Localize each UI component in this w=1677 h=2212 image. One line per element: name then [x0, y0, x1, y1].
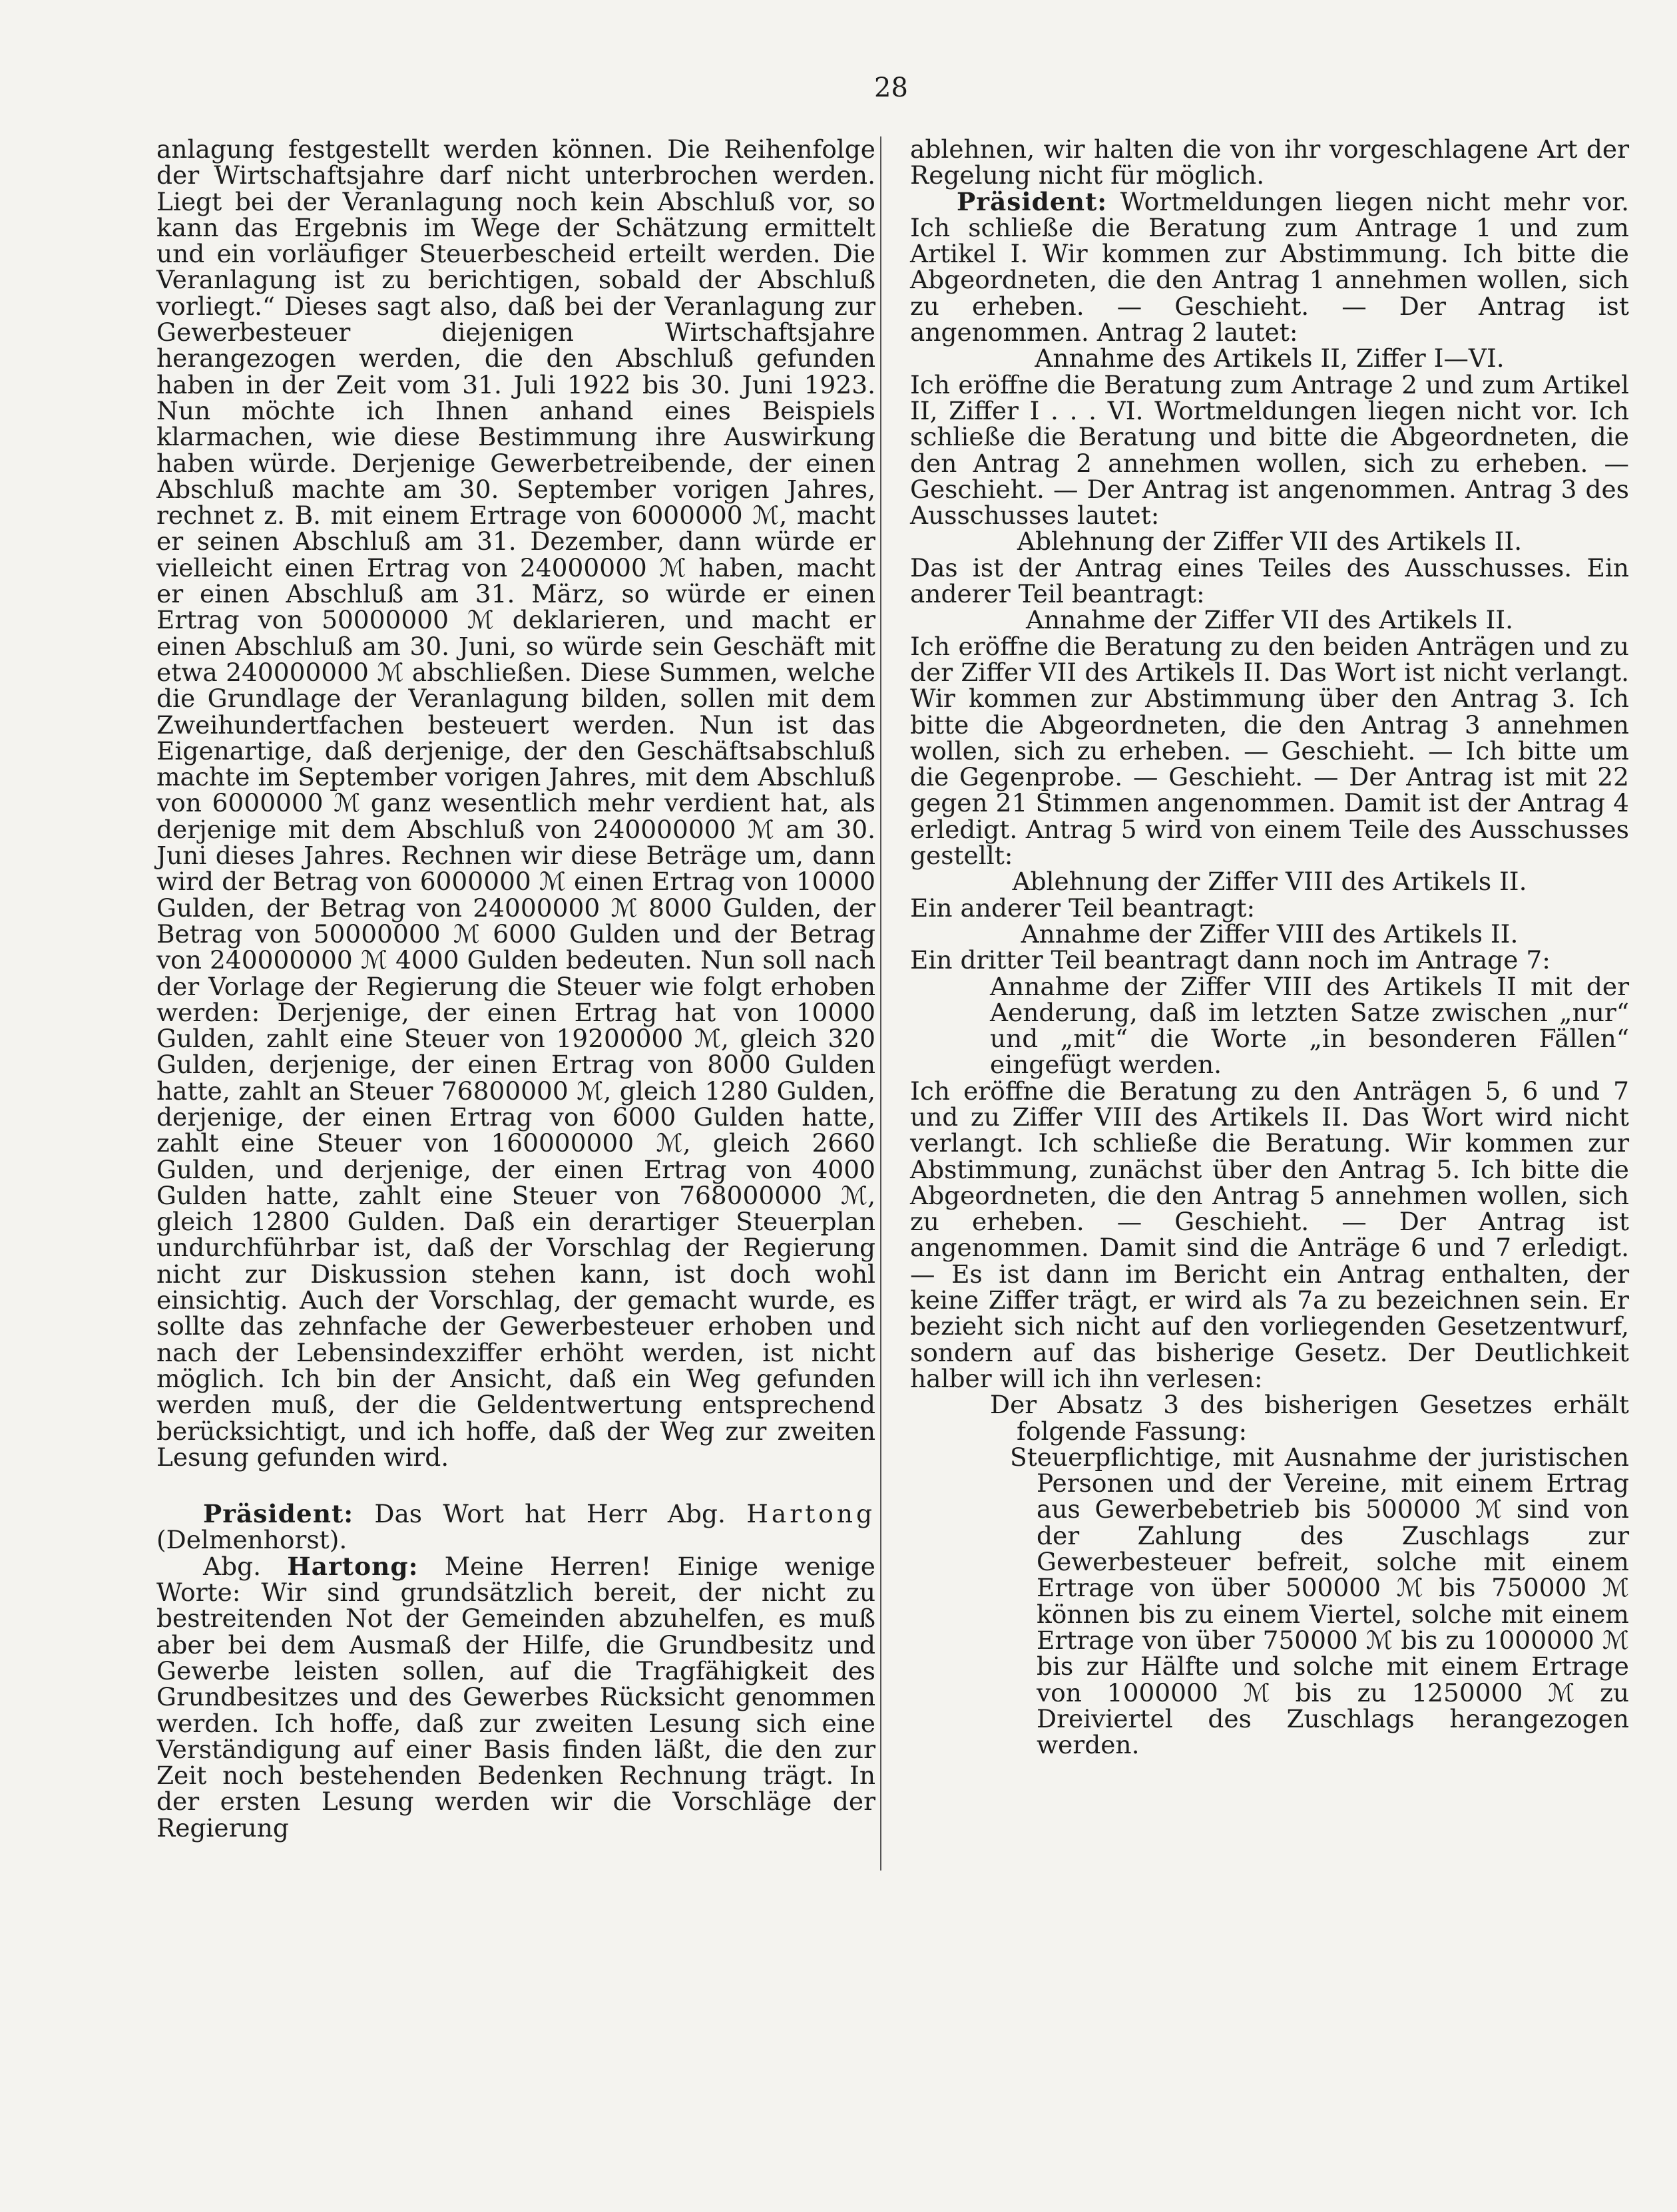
law-quote: Der Absatz 3 des bisherigen Gesetzes erhält folgende Fassung:: [990, 1390, 1629, 1446]
page-number: 28: [874, 73, 908, 103]
speaker-label: Präsident:: [203, 1499, 354, 1529]
paragraph: Ein anderer Teil beantragt:: [910, 893, 1256, 923]
left-column: [156, 136, 875, 1841]
paragraph: [156, 1551, 875, 1843]
paragraph: [910, 186, 1630, 347]
speaker-name: Hartong: [746, 1499, 875, 1529]
speaker-label: Präsident:: [957, 186, 1108, 216]
column-divider: [880, 136, 881, 1871]
paragraph: Ich eröffne die Beratung zu den Anträgen 5, 6 und 7 und zu Ziffer VIII des Artikels II. Das Wort wird nicht verlangt. Ich schließe die Beratung. Wir kommen zur Abstimmung, zunächst über den Antrag 5. Ich bitte die Abgeordneten, die den Antrag 5 annehmen wollen, sich zu erheben. — Geschieht. — Der Antrag ist angenommen. Damit sind die Anträge 6 und 7 erledigt. — Es ist dann im Bericht ein Antrag enthalten, der keine Ziffer trägt, er wird als 7a zu bezeichnen sein. Er bezieht sich nicht auf den vorliegenden Gesetzentwurf, sondern auf das bisherige Gesetz. Der Deutlichkeit halber will ich ihn verlesen:: [910, 1076, 1629, 1393]
paragraph: Ich eröffne die Beratung zum Antrage 2 und zum Artikel II, Ziffer I . . . VI. Wortmeldungen liegen nicht vor. Ich schließe die Beratung und bitte die Abgeordneten, die den Antrag 2 annehmen wollen, sich zu erheben. — Geschieht. — Der Antrag ist angenommen. Antrag 3 des Ausschusses lautet:: [910, 369, 1629, 531]
motion-quote: Annahme der Ziffer VII des Artikels II.: [1025, 605, 1514, 635]
paragraph: ablehnen, wir halten die von ihr vorgeschlagene Art der Regelung nicht für möglich.: [910, 134, 1629, 190]
speech-text: Meine Herren! Einige wenige Worte: Wir sind grundsätzlich bereit, der nicht zu bestreitenden Not der Gemeinden abzuhelfen, es muß aber bei dem Ausmaß der Hilfe, die Grundbesitz und Gewerbe leisten sollen, auf die Tragfähigkeit des Grundbesitzes und des Gewerbes Rücksicht genommen werden. Ich hoffe, daß zur zweiten Lesung sich eine Verständigung auf einer Basis finden läßt, die den zur Zeit noch bestehenden Bedenken Rechnung trägt. In der ersten Lesung werden wir die Vorschläge der Regierung: [156, 1551, 875, 1843]
motion-quote: Annahme des Artikels II, Ziffer I—VI.: [1035, 343, 1505, 373]
speaker-label: Hartong:: [287, 1551, 419, 1581]
motion-quote: Annahme der Ziffer VIII des Artikels II.: [1021, 919, 1519, 949]
speech-text: Das Wort hat Herr Abg.: [374, 1499, 726, 1529]
speech-text: Wortmeldungen liegen nicht mehr vor. Ich schließe die Beratung zum Antrage 1 und zum Artikel I. Wir kommen zur Abstimmung. Ich bitte die Abgeordneten, die den Antrag 1 annehmen wollen, sich zu erheben. — Geschieht. — Der Antrag ist angenommen. Antrag 2 lautet:: [910, 186, 1630, 347]
paragraph: Ein dritter Teil beantragt dann noch im Antrage 7:: [910, 945, 1551, 975]
law-quote: Steuerpflichtige, mit Ausnahme der juristischen Personen und der Vereine, mit einem Ertrag aus Gewerbebetrieb bis 500000 ℳ sind von der Zahlung des Zuschlags zur Gewerbesteuer befreit, solche mit einem Ertrage von über 500000 ℳ bis 750000 ℳ können bis zu einem Viertel, solche mit einem Ertrage von über 750000 ℳ bis zu 1000000 ℳ bis zur Hälfte und solche mit einem Ertrage von 1000000 ℳ bis zu 1250000 ℳ zu Dreiviertel des Zuschlags herangezogen werden.: [1010, 1442, 1629, 1760]
speech-text: Abg.: [203, 1551, 262, 1581]
paragraph: Ich eröffne die Beratung zu den beiden Anträgen und zu der Ziffer VII des Artikels II. Das Wort ist nicht verlangt. Wir kommen zur Abstimmung über den Antrag 3. Ich bitte die Abgeordneten, die den Antrag 3 annehmen wollen, sich zu erheben. — Geschieht. — Ich bitte um die Gegenprobe. — Geschieht. — Der Antrag ist mit 22 gegen 21 Stimmen angenommen. Damit ist der Antrag 4 erledigt. Antrag 5 wird von einem Teile des Ausschusses gestellt:: [910, 631, 1629, 871]
paragraph: Das ist der Antrag eines Teiles des Ausschusses. Ein anderer Teil beantragt:: [910, 553, 1629, 609]
motion-quote: Annahme der Ziffer VIII des Artikels II mit der Aenderung, daß im letzten Satze zwischen „nur“ und „mit“ die Worte „in besonderen Fällen“ eingefügt werden.: [990, 971, 1629, 1080]
speech-text: (Delmenhorst).: [156, 1525, 348, 1555]
motion-quote: Ablehnung der Ziffer VII des Artikels II.: [1017, 527, 1523, 556]
motion-quote: Ablehnung der Ziffer VIII des Artikels II.: [1012, 867, 1527, 897]
paragraph: [156, 1501, 875, 1554]
paragraph: anlagung festgestellt werden können. Die Reihenfolge der Wirtschaftsjahre darf nicht unterbrochen werden. Liegt bei der Veranlagung noch kein Abschluß vor, so kann das Ergebnis im Wege der Schätzung ermittelt und ein vorläufiger Steuerbescheid erteilt werden. Die Veranlagung ist zu berichtigen, sobald der Abschluß vorliegt.“ Dieses sagt also, daß bei der Veranlagung zur Gewerbesteuer diejenigen Wirtschaftsjahre herangezogen werden, die den Abschluß gefunden haben in der Zeit vom 31. Juli 1922 bis 30. Juni 1923. Nun möchte ich Ihnen anhand eines Beispiels klarmachen, wie diese Bestimmung ihre Auswirkung haben würde. Derjenige Gewerbetreibende, der einen Abschluß machte am 30. September vorigen Jahres, rechnet z. B. mit einem Ertrage von 6000000 ℳ, macht er seinen Abschluß am 31. Dezember, dann würde er vielleicht einen Ertrag von 24000000 ℳ haben, macht er einen Abschluß am 31. März, so würde er einen Ertrag von 50000000 ℳ deklarieren, und macht er einen Abschluß am 30. Juni, so würde sein Geschäft mit etwa 240000000 ℳ abschließen. Diese Summen, welche die Grundlage der Veranlagung bilden, sollen mit dem Zweihundertfachen besteuert werden. Nun ist das Eigenartige, daß derjenige, der den Geschäftsabschluß machte im September vorigen Jahres, mit dem Abschluß von 6000000 ℳ ganz wesentlich mehr verdient hat, als derjenige mit dem Abschluß von 240000000 ℳ am 30. Juni dieses Jahres. Rechnen wir diese Beträge um, dann wird der Betrag von 6000000 ℳ einen Ertrag von 10000 Gulden, der Betrag von 24000000 ℳ 8000 Gulden, der Betrag von 50000000 ℳ 6000 Gulden und der Betrag von 240000000 ℳ 4000 Gulden bedeuten. Nun soll nach der Vorlage der Regierung die Steuer wie folgt erhoben werden: Derjenige, der einen Ertrag hat von 10000 Gulden, zahlt eine Steuer von 19200000 ℳ, gleich 320 Gulden, derjenige, der einen Ertrag von 8000 Gulden hatte, zahlt an Steuer 76800000 ℳ, gleich 1280 Gulden, derjenige, der einen Ertrag von 6000 Gulden hatte, zahlt eine Steuer von 160000000 ℳ, gleich 2660 Gulden, und derjenige, der einen Ertrag von 4000 Gulden hatte, zahlt eine Steuer von 768000000 ℳ, gleich 12800 Gulden. Daß ein derartiger Steuerplan undurchführbar ist, daß der Vorschlag der Regierung nicht zur Diskussion stehen kann, ist doch wohl einsichtig. Auch der Vorschlag, der gemacht wurde, es sollte das zehnfache der Gewerbesteuer erhoben und nach der Lebensindexziffer erhöht werden, ist nicht möglich. Ich bin der Ansicht, daß ein Weg gefunden werden muß, der die Geldentwertung entsprechend berücksichtigt, und ich hoffe, daß der Weg zur zweiten Lesung gefunden wird.: [156, 134, 875, 1472]
right-column: [910, 136, 1629, 1758]
